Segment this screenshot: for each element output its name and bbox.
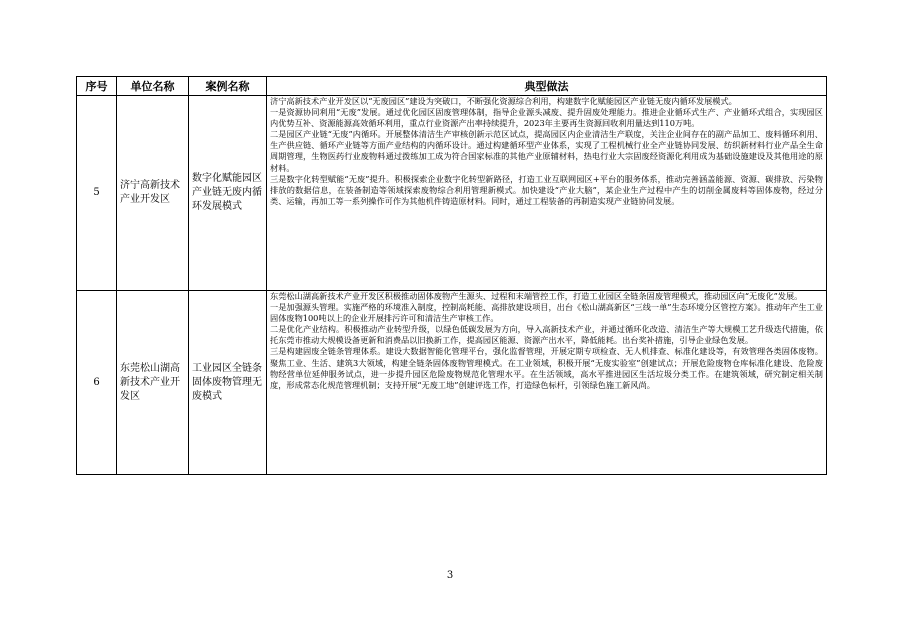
table-row: [77, 96, 827, 291]
row-unit: 东莞松山湖高新技术产业开发区: [117, 291, 189, 475]
practice-paragraph: 一是资源协同利用“无废”发展。通过优化园区固废管理体制，指导企业源头减废、提升固废处理能力。推进企业循环式生产、产业循环式组合，实现园区内优势互补、资源能源高效循环利用，重点行业资源产出率持续提升，2023年主要再生资源回收利用量达到110万吨。: [270, 107, 823, 129]
header-case: 案例名称: [189, 77, 267, 96]
header-practice: 典型做法: [267, 77, 827, 96]
practice-paragraph: 济宁高新技术产业开发区以“无废园区”建设为突破口，不断强化资源综合利用，构建数字化赋能园区产业链无废内循环发展模式。: [270, 96, 737, 106]
row-case: 工业园区全链条固体废物管理无废模式: [189, 291, 267, 475]
row-no: 5: [77, 96, 117, 291]
practice-paragraph: 三是数字化转型赋能“无废”提升。积极探索企业数字化转型新路径，打造工业互联网园区+平台的服务体系，推动完善涵盖能源、资源、碳排放、污染物排放的数据信息，在装备制造等领域探索废物综合利用管理新模式。加快建设“产业大脑”，某企业生产过程中产生的切削金属废料等固体废物，经过分类、运输，再加工等一系列操作可作为其他机件铸造原材料。同时，通过工程装备的再制造实现产业链协同发展。: [270, 173, 823, 206]
practice-paragraph: 东莞松山湖高新技术产业开发区积极推动固体废物产生源头、过程和末端管控工作，打造工业园区全链条固废管理模式，推动园区向“无废化”发展。: [270, 291, 803, 301]
row-no: 6: [77, 291, 117, 475]
header-no: 序号: [77, 77, 117, 96]
row-case: 数字化赋能园区产业链无废内循环发展模式: [189, 96, 267, 291]
practice-paragraph: 三是构建固废全链条管理体系。建设大数据智能化管理平台，强化监督管理，开展定期专项检查、无人机排查、标准化建设等，有效管理各类固体废物。聚焦工业、生活、建筑3大领域，构建全链条固体废物管理模式。在工业领域，积极开展“无废实验室”创建试点；开展危险废物仓库标准化建设、危险废物经营单位延伸服务试点，进一步提升园区危险废物规范化管理水平。在生活领域，高水平推进园区生活垃圾分类工作。在建筑领域，研究制定相关制度，形成常态化规范管理机制；支持开展“无废工地”创建评选工作，打造绿色标杆，引领绿色施工新风尚。: [270, 346, 823, 390]
table-row: [77, 291, 827, 475]
row-practice: [267, 291, 827, 475]
page-number: 3: [446, 570, 454, 581]
table-header-row: [77, 77, 827, 96]
cases-table: [76, 76, 827, 475]
practice-paragraph: 一是加强源头管理。实施严格的环境准入制度，控制高耗能、高排放建设项目，出台《松山湖高新区“三线一单”生态环境分区管控方案》。推动年产生工业固体废物100吨以上的企业开展排污许可和清洁生产审核工作。: [270, 302, 823, 324]
practice-paragraph: 二是园区产业链“无废”内循环。开展整体清洁生产审核创新示范区试点，提高园区内企业清洁生产联度，关注企业间存在的副产品加工、废料循环利用、生产供应链、循环产业链等方面产业结构的内循环设计。通过构建循环型产业体系，实现了工程机械行业全产业链协同发展、纺织新材料行业产品全生命周期管理，生物医药行业废物料通过拨练加工成为符合国家标准的其他产业原辅材料，热电行业大宗固废经资源化利用成为基础设施建设及其他用途的原材料。: [270, 129, 823, 173]
practice-paragraph: 二是优化产业结构。积极推动产业转型升级，以绿色低碳发展为方向，导入高新技术产业，并通过循环化改造、清洁生产等大规模工艺升级迭代措施，依托东莞市推动大规模设备更新和消费品以旧换新工作，提高园区能源、资源产出水平，降低能耗。出台奖补措施，引导企业绿色发展。: [270, 324, 823, 346]
row-unit: 济宁高新技术产业开发区: [117, 96, 189, 291]
row-practice: [267, 96, 827, 291]
header-unit: 单位名称: [117, 77, 189, 96]
